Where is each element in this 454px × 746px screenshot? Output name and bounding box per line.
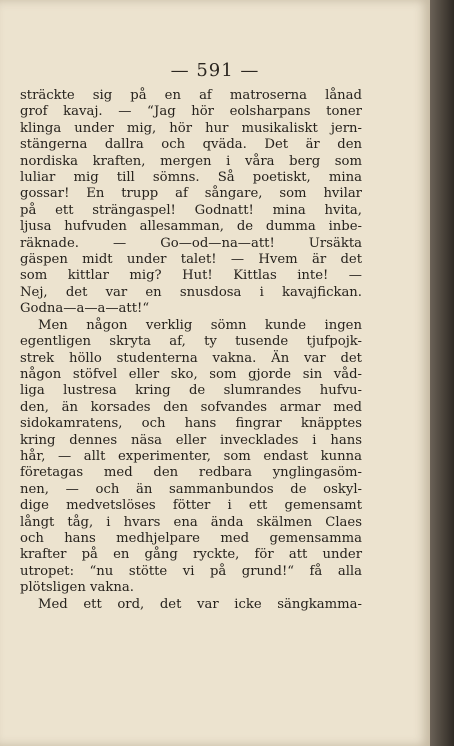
text-line: sidokamratens, och hans fingrar knäpptes [20, 416, 362, 432]
body-text [20, 88, 362, 613]
text-line: Godna—a—a—att!“ [20, 301, 150, 317]
text-line: egentligen skryta af, ty tusende tjufpojk- [20, 334, 362, 350]
text-line: företagas med den redbara ynglingasöm- [20, 465, 362, 481]
text-line: grof kavaj. — “Jag hör eolsharpans toner [20, 104, 362, 120]
page-number: — 591 — [170, 60, 260, 81]
text-line: gäspen midt under talet! — Hvem är det [20, 252, 362, 268]
text-line: och hans medhjelpare med gemensamma [20, 530, 362, 546]
text-line: utropet: “nu stötte vi på grund!“ få alla [20, 563, 362, 579]
book-spine-edge [430, 0, 454, 746]
text-line: långt tåg, i hvars ena ända skälmen Claes [20, 514, 362, 530]
text-line: strek höllo studenterna vakna. Än var det [20, 350, 362, 366]
text-line: liga lustresa kring de slumrandes hufvu- [20, 383, 362, 399]
text-line: ljusa hufvuden allesamman, de dumma inbe- [20, 219, 362, 235]
text-line: klinga under mig, hör hur musikaliskt jern- [20, 120, 362, 136]
text-line: Nej, det var en snusdosa i kavajfickan. [20, 284, 362, 300]
text-line: på ett strängaspel! Godnatt! mina hvita, [20, 202, 362, 218]
text-line: sträckte sig på en af matroserna lånad [20, 88, 362, 103]
text-line: plötsligen vakna. [20, 580, 134, 596]
text-line: som kittlar mig? Hut! Kittlas inte! — [20, 268, 362, 284]
text-line: Med ett ord, det var icke sängkamma- [38, 596, 362, 612]
text-line: dige medvetslöses fötter i ett gemensamt [20, 498, 362, 514]
text-line: hår, — allt experimenter, som endast kunna [20, 448, 362, 464]
text-line: krafter på en gång ryckte, för att under [20, 547, 362, 563]
text-line: räknade. — Go—od—na—att! Ursäkta [20, 235, 362, 251]
text-line: Men någon verklig sömn kunde ingen [38, 317, 362, 333]
text-line: någon stöfvel eller sko, som gjorde sin våd- [20, 366, 362, 382]
text-line: nen, — och än sammanbundos de oskyl- [20, 481, 362, 497]
text-line: den, än korsades den sofvandes armar med [20, 399, 362, 415]
text-line: luliar mig till sömns. Så poetiskt, mina [20, 170, 362, 186]
text-line: stängerna dallra och qväda. Det är den [20, 137, 362, 153]
text-line: nordiska kraften, mergen i våra berg som [20, 153, 362, 169]
text-line: gossar! En trupp af sångare, som hvilar [20, 186, 362, 202]
text-line: kring dennes näsa eller invecklades i hans [20, 432, 362, 448]
